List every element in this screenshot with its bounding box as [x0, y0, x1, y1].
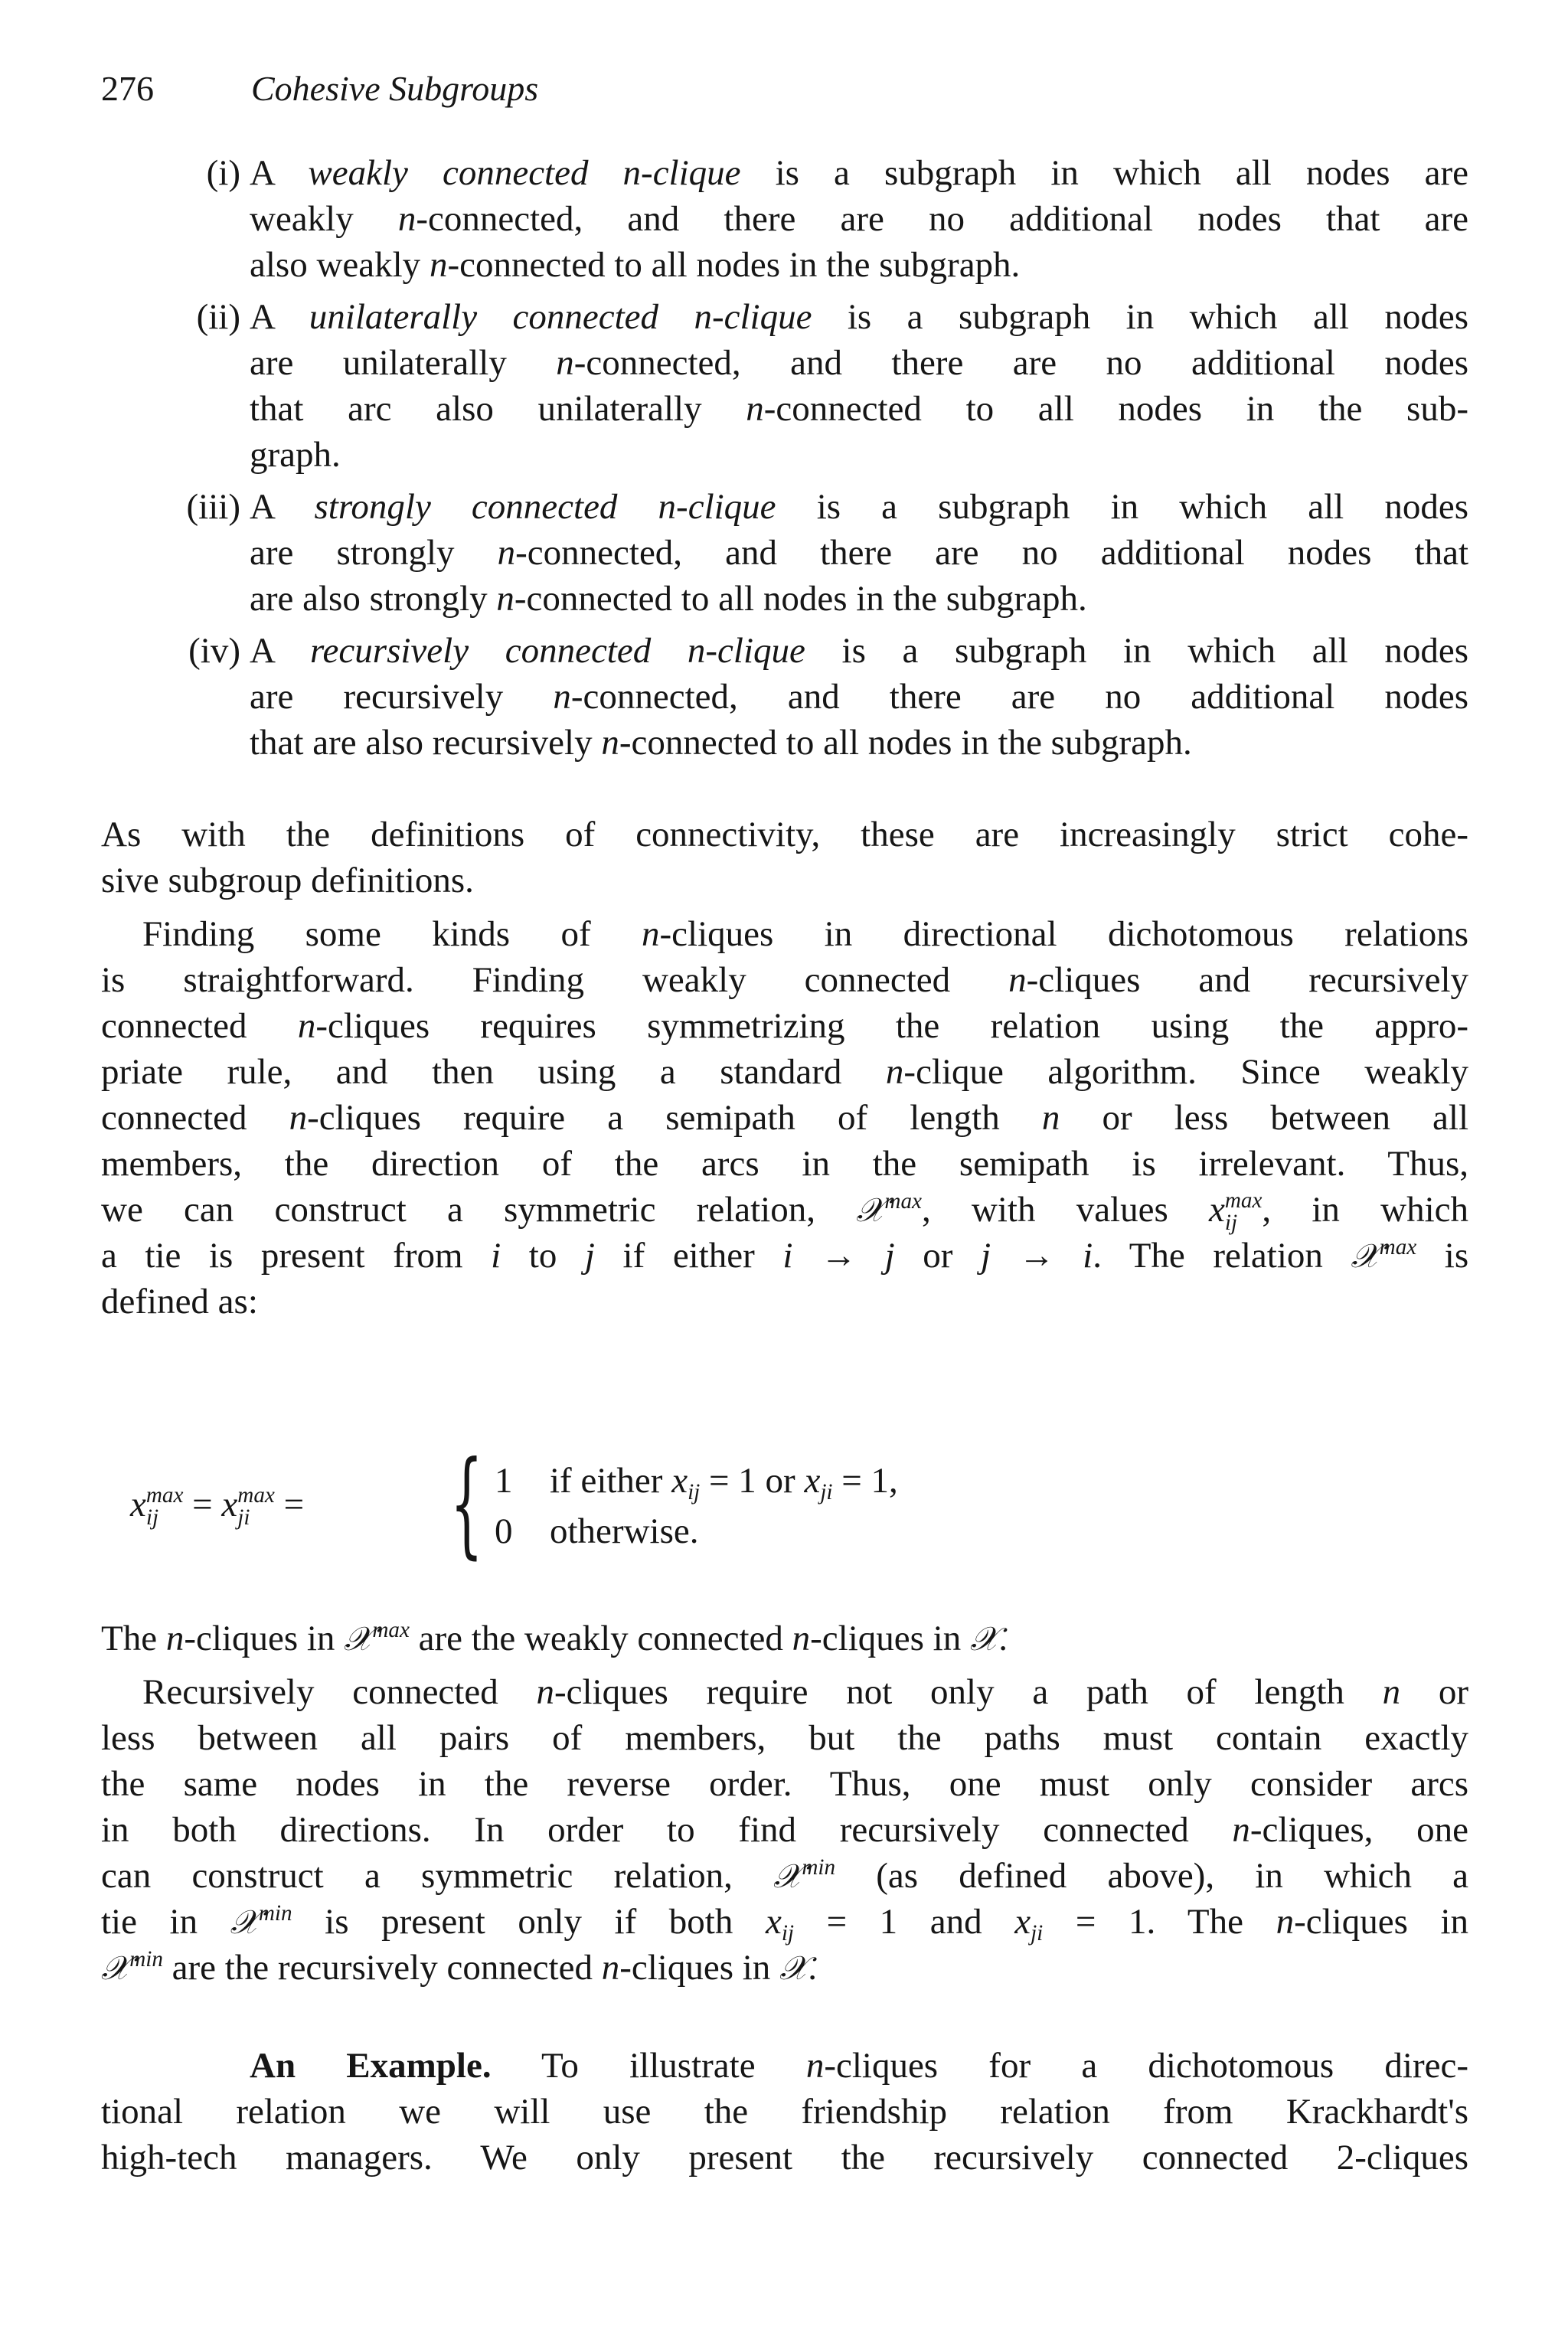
term-strongly-connected: strongly connected n-clique: [314, 487, 776, 527]
paragraph-4-line-3: the same nodes in the reverse order. Thus, one must only consider arcs: [101, 1764, 1468, 1804]
paragraph-4-line-1: Recursively connected n-cliques require not only a path of length n or: [142, 1672, 1469, 1712]
paragraph-3-line-1: The n-cliques in 𝒳$^{max}$ are the weakly connected n-cliques in 𝒳.: [101, 1617, 1008, 1658]
paragraph-4-line-2: less between all pairs of members, but the paths must contain exactly: [101, 1718, 1468, 1758]
definition-label-ii: (ii): [196, 297, 240, 337]
display-equation: [130, 1437, 1049, 1570]
page-number: 276: [101, 69, 154, 108]
definition-ii-line-4: graph.: [250, 435, 341, 475]
paragraph-4-line-7: 𝒳$^{min}$ are the recursively connected n-cliques in 𝒳.: [101, 1946, 817, 1988]
definition-i-line-1: A weakly connected n-clique is a subgraph in which all nodes are: [250, 153, 1469, 193]
definition-i-line-2: weakly n-connected, and there are no additional nodes that are: [250, 199, 1468, 239]
paragraph-2-line-2: is straightforward. Finding weakly connected n-cliques and recursively: [101, 960, 1469, 1000]
example-heading: An Example.: [250, 2046, 492, 2086]
definition-iii-line-2: are strongly n-connected, and there are no additional nodes that: [250, 533, 1469, 573]
paragraph-2-line-8: a tie is present from i to j if either i → j or j → i. The relation 𝒳$^{max}$ is: [101, 1234, 1469, 1276]
running-head: [101, 66, 538, 112]
equation-case-1: 1 if either $x_{ij} = 1$ or $x_{ji} = 1$,: [495, 1461, 898, 1505]
paragraph-4-line-4: in both directions. In order to find recursively connected n-cliques, one: [101, 1810, 1468, 1850]
term-weakly-connected: weakly connected n-clique: [308, 153, 741, 193]
example-line-2: tional relation we will use the friendship relation from Krackhardt's: [101, 2092, 1468, 2132]
left-brace: {: [450, 1437, 483, 1570]
definition-i-line-3: also weakly n-connected to all nodes in the subgraph.: [250, 245, 1021, 285]
definition-iii-line-3: are also strongly n-connected to all nodes in the subgraph.: [250, 579, 1087, 619]
paragraph-2-line-9: defined as:: [101, 1282, 258, 1322]
paragraph-2-line-5: connected n-cliques require a semipath of length n or less between all: [101, 1098, 1469, 1138]
definition-ii-line-2: are unilaterally n-connected, and there are no additional nodes: [250, 343, 1468, 383]
term-unilaterally-connected: unilaterally connected n-clique: [309, 297, 812, 337]
definition-iv-line-3: that are also recursively n-connected to all nodes in the subgraph.: [250, 723, 1192, 763]
definition-label-iv: (iv): [188, 631, 240, 671]
equation-lhs: x max ij = x max ji =: [130, 1482, 305, 1530]
paragraph-4-line-5: can construct a symmetric relation, 𝒳$^{min}$ (as defined above), in which a: [101, 1854, 1469, 1896]
definition-label-iii: (iii): [186, 487, 240, 527]
example-line-3: high-tech managers. We only present the recursively connected 2-cliques: [101, 2138, 1468, 2178]
term-recursively-connected: recursively connected n-clique: [310, 631, 805, 671]
paragraph-2-line-1: Finding some kinds of n-cliques in directional dichotomous relations: [142, 914, 1469, 954]
paragraph-1-line-1: As with the definitions of connectivity, these are increasingly strict cohe-: [101, 815, 1468, 854]
definition-iv-line-1: A recursively connected n-clique is a subgraph in which all nodes: [250, 631, 1469, 671]
equation-case-2: 0 otherwise.: [495, 1511, 699, 1551]
definition-label-i: (i): [206, 153, 240, 193]
definition-iv-line-2: are recursively n-connected, and there are no additional nodes: [250, 677, 1468, 717]
definition-ii-line-1: A unilaterally connected n-clique is a subgraph in which all nodes: [250, 297, 1469, 337]
paragraph-2-line-3: connected n-cliques requires symmetrizing the relation using the appro-: [101, 1006, 1468, 1046]
paragraph-4-line-6: tie in 𝒳$^{min}$ is present only if both $x_{ij} = 1$ and $x_{ji} = 1$. The n-cliques in: [101, 1900, 1469, 1946]
definition-iii-line-1: A strongly connected n-clique is a subgraph in which all nodes: [250, 487, 1469, 527]
paragraph-2-line-4: priate rule, and then using a standard n-clique algorithm. Since weakly: [101, 1052, 1468, 1092]
paragraph-2-line-7: we can construct a symmetric relation, 𝒳$^{max}$, with values x max ij , in which: [101, 1188, 1469, 1235]
paragraph-1-line-2: sive subgroup definitions.: [101, 861, 474, 900]
running-title: Cohesive Subgroups: [251, 69, 539, 108]
paragraph-2-line-6: members, the direction of the arcs in the semipath is irrelevant. Thus,: [101, 1144, 1468, 1184]
example-line-1: An Example. To illustrate n-cliques for a dichotomous direc-: [250, 2046, 1469, 2086]
definition-ii-line-3: that arc also unilaterally n-connected to all nodes in the sub-: [250, 389, 1468, 429]
